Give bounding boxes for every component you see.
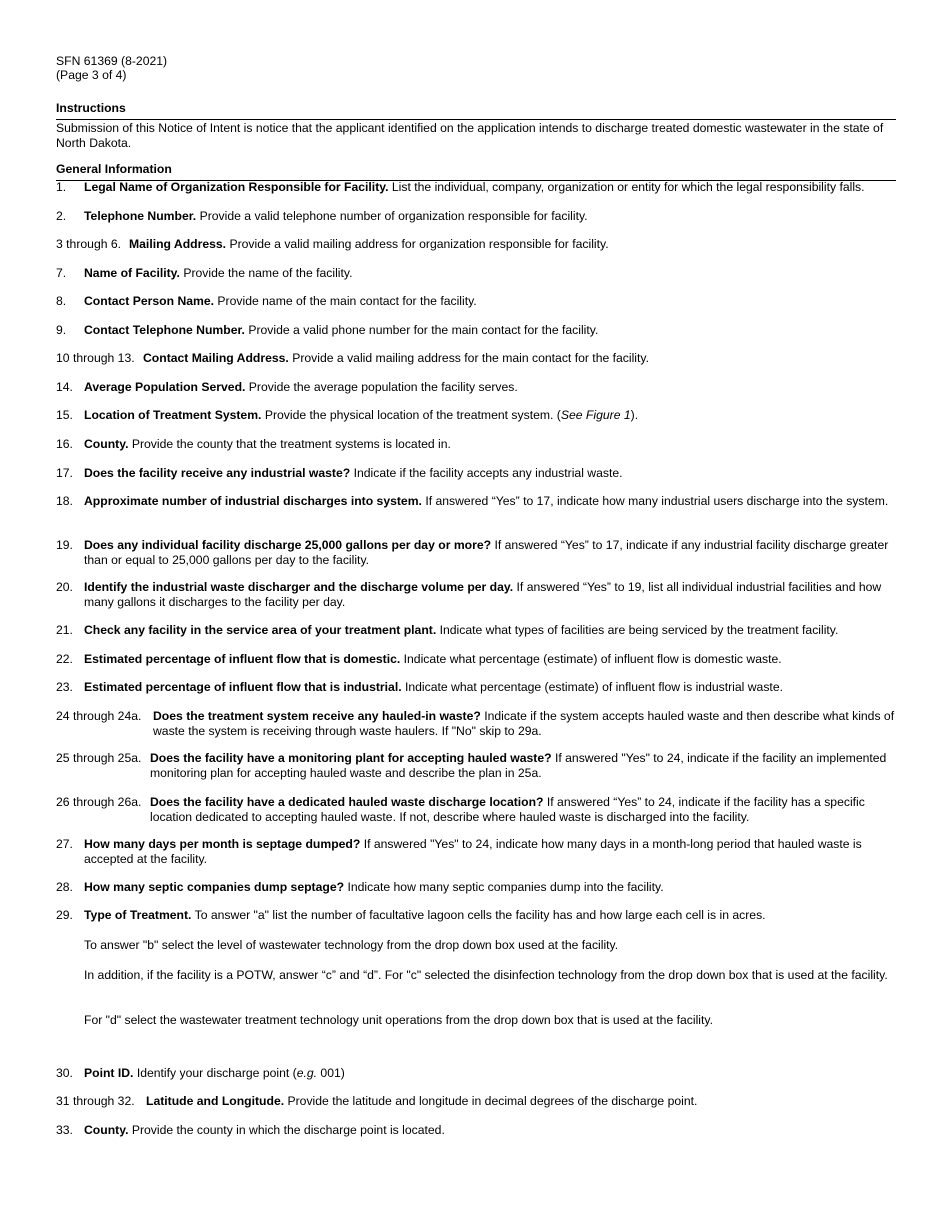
instruction-item: 29. Type of Treatment. To answer "a" list the number of facultative lagoon cells the facility has and how large each cell is in acres. [56,908,766,922]
instruction-item: 10 through 13. Contact Mailing Address. Provide a valid mailing address for the main contact for the facility. [56,351,649,365]
instruction-item: 20. Identify the industrial waste discharger and the discharge volume per day. If answered “Yes” to 19, list all individual industrial facilities and how many gallons it discharges to the facility per day. [56,580,882,609]
instruction-item: 18. Approximate number of industrial discharges into system. If answered “Yes” to 17, indicate how many industrial users discharge into the system. [56,494,889,508]
page-indicator: (Page 3 of 4) [56,68,127,82]
instruction-item: 23. Estimated percentage of influent flow that is industrial. Indicate what percentage (estimate) of influent flow is industrial waste. [56,680,783,694]
instructions-rule [56,119,896,120]
instruction-item: 15. Location of Treatment System. Provide the physical location of the treatment system. (See Figure 1). [56,408,639,422]
treatment-note-b: To answer "b" select the level of wastewater technology from the drop down box used at the facility. [84,938,619,952]
instruction-item: 9. Contact Telephone Number. Provide a valid phone number for the main contact for the facility. [56,323,599,337]
instructions-text: Submission of this Notice of Intent is notice that the applicant identified on the application intends to discharge treated domestic wastewater in the state of North Dakota. [56,121,884,150]
instruction-item: 19. Does any individual facility discharge 25,000 gallons per day or more? If answered “Yes” to 17, indicate if any industrial facility discharge greater than or equal to 25,000 gallons per day to the facility. [56,538,889,567]
instruction-item: 24 through 24a. Does the treatment system receive any hauled-in waste? Indicate if the system accepts hauled waste and then describe what kinds of waste the system is receiving through waste haulers. If "No" skip to 29a. [56,709,895,738]
instruction-item: 14. Average Population Served. Provide the average population the facility serves. [56,380,518,394]
instruction-item: 33. County. Provide the county in which the discharge point is located. [56,1123,445,1137]
instruction-item: 31 through 32. Latitude and Longitude. Provide the latitude and longitude in decimal degrees of the discharge point. [56,1094,698,1108]
general-information-heading: General Information [56,162,172,176]
instructions-heading: Instructions [56,101,126,115]
instruction-item: 21. Check any facility in the service area of your treatment plant. Indicate what types of facilities are being serviced by the treatment facility. [56,623,839,637]
instruction-item: 27. How many days per month is septage dumped? If answered "Yes" to 24, indicate how many days in a month-long period that hauled waste is accepted at the facility. [56,837,862,866]
instruction-item: 22. Estimated percentage of influent flow that is domestic. Indicate what percentage (estimate) of influent flow is domestic waste. [56,652,782,666]
treatment-note-d: For "d" select the wastewater treatment technology unit operations from the drop down box that is used at the facility. [84,1013,713,1027]
instruction-item: 16. County. Provide the county that the treatment systems is located in. [56,437,451,451]
instruction-item: 30. Point ID. Identify your discharge point (e.g. 001) [56,1066,345,1080]
instruction-item: 1. Legal Name of Organization Responsible for Facility. List the individual, company, organization or entity for which the legal responsibility falls. [56,180,865,194]
instruction-item: 7. Name of Facility. Provide the name of the facility. [56,266,353,280]
treatment-note-c: In addition, if the facility is a POTW, answer “c” and “d”. For "c" selected the disinfection technology from the drop down box that is used at the facility. [84,968,888,982]
instruction-item: 28. How many septic companies dump septage? Indicate how many septic companies dump into the facility. [56,880,664,894]
instruction-item: 17. Does the facility receive any industrial waste? Indicate if the facility accepts any industrial waste. [56,466,623,480]
form-header [56,54,167,82]
instruction-item: 25 through 25a. Does the facility have a monitoring plant for accepting hauled waste? If answered "Yes" to 24, indicate if the facility an implemented monitoring plan for accepting hauled waste and describe the plan in 25a. [56,751,887,780]
instruction-item: 26 through 26a. Does the facility have a dedicated hauled waste discharge location? If answered “Yes” to 24, indicate if the facility has a specific location dedicated to accepting hauled waste. If not, describe where hauled waste is discharged into the facility. [56,795,865,824]
instruction-item: 8. Contact Person Name. Provide name of the main contact for the facility. [56,294,477,308]
instruction-item: 2. Telephone Number. Provide a valid telephone number of organization responsible for facility. [56,209,588,223]
instruction-item: 3 through 6. Mailing Address. Provide a valid mailing address for organization responsible for facility. [56,237,609,251]
form-number: SFN 61369 (8-2021) [56,54,168,68]
